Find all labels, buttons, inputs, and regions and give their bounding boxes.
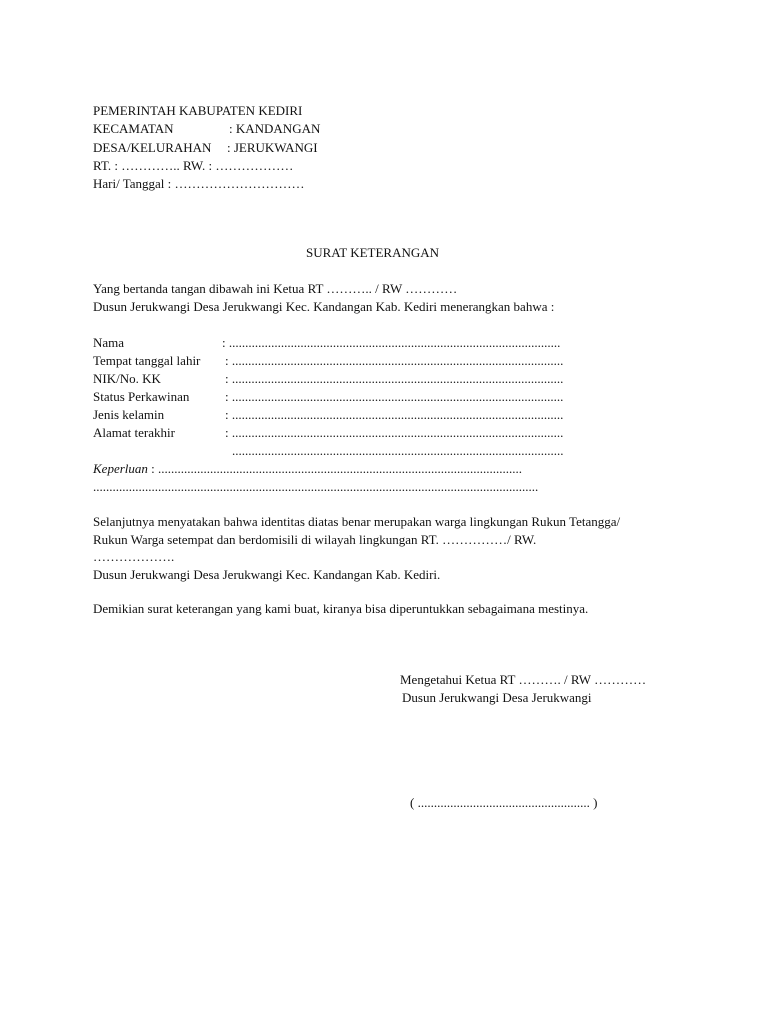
- field-address-continuation[interactable]: ......................................................................................................: [232, 443, 564, 458]
- signature-line-1: Mengetahui Ketua RT ………. / RW …………: [400, 672, 647, 687]
- header-kecamatan-value: : KANDANGAN: [229, 121, 321, 136]
- statement-line-4: Dusun Jerukwangi Desa Jerukwangi Kec. Kandangan Kab. Kediri.: [93, 567, 441, 582]
- header-rt-rw: RT. : ………….. RW. : ………………: [93, 158, 294, 173]
- closing-text: Demikian surat keterangan yang kami buat, kiranya bisa diperuntukkan sebagaimana mestinya.: [93, 601, 589, 616]
- header-gov: PEMERINTAH KABUPATEN KEDIRI: [93, 103, 303, 118]
- keperluan-line: [93, 460, 522, 477]
- statement-line-3: ……………….: [93, 549, 175, 564]
- document-title: SURAT KETERANGAN: [306, 245, 440, 260]
- field-value-ttl[interactable]: : ......................................................................................................: [225, 353, 564, 368]
- signature-name[interactable]: ( ..................................................... ): [410, 795, 598, 810]
- field-label-nama: Nama: [93, 335, 125, 350]
- field-value-address[interactable]: : ......................................................................................................: [225, 425, 564, 440]
- keperluan-continuation[interactable]: .........................................................................................................................................: [93, 479, 539, 494]
- header-desa-value: : JERUKWANGI: [227, 140, 318, 155]
- intro-line-2: Dusun Jerukwangi Desa Jerukwangi Kec. Kandangan Kab. Kediri menerangkan bahwa :: [93, 299, 555, 314]
- field-value-nik[interactable]: : ......................................................................................................: [225, 371, 564, 386]
- field-value-gender[interactable]: : ......................................................................................................: [225, 407, 564, 422]
- field-label-address: Alamat terakhir: [93, 425, 175, 440]
- header-kecamatan-label: KECAMATAN: [93, 121, 174, 136]
- statement-line-2: Rukun Warga setempat dan berdomisili di wilayah lingkungan RT. ……………/ RW.: [93, 532, 537, 547]
- field-label-gender: Jenis kelamin: [93, 407, 165, 422]
- statement-line-1: Selanjutnya menyatakan bahwa identitas diatas benar merupakan warga lingkungan Rukun Tetangga/: [93, 514, 621, 529]
- field-label-status: Status Perkawinan: [93, 389, 190, 404]
- intro-line-1: Yang bertanda tangan dibawah ini Ketua RT ……….. / RW …………: [93, 281, 458, 296]
- field-value-nama[interactable]: : ......................................................................................................: [222, 335, 561, 350]
- keperluan-label: Keperluan: [93, 461, 148, 476]
- keperluan-value[interactable]: : ................................................................................................................: [147, 461, 523, 476]
- field-label-ttl: Tempat tanggal lahir: [93, 353, 201, 368]
- header-desa-label: DESA/KELURAHAN: [93, 140, 212, 155]
- field-label-nik: NIK/No. KK: [93, 371, 161, 386]
- signature-line-2: Dusun Jerukwangi Desa Jerukwangi: [402, 690, 592, 705]
- field-value-status[interactable]: : ......................................................................................................: [225, 389, 564, 404]
- header-date: Hari/ Tanggal : …………………………: [93, 176, 305, 191]
